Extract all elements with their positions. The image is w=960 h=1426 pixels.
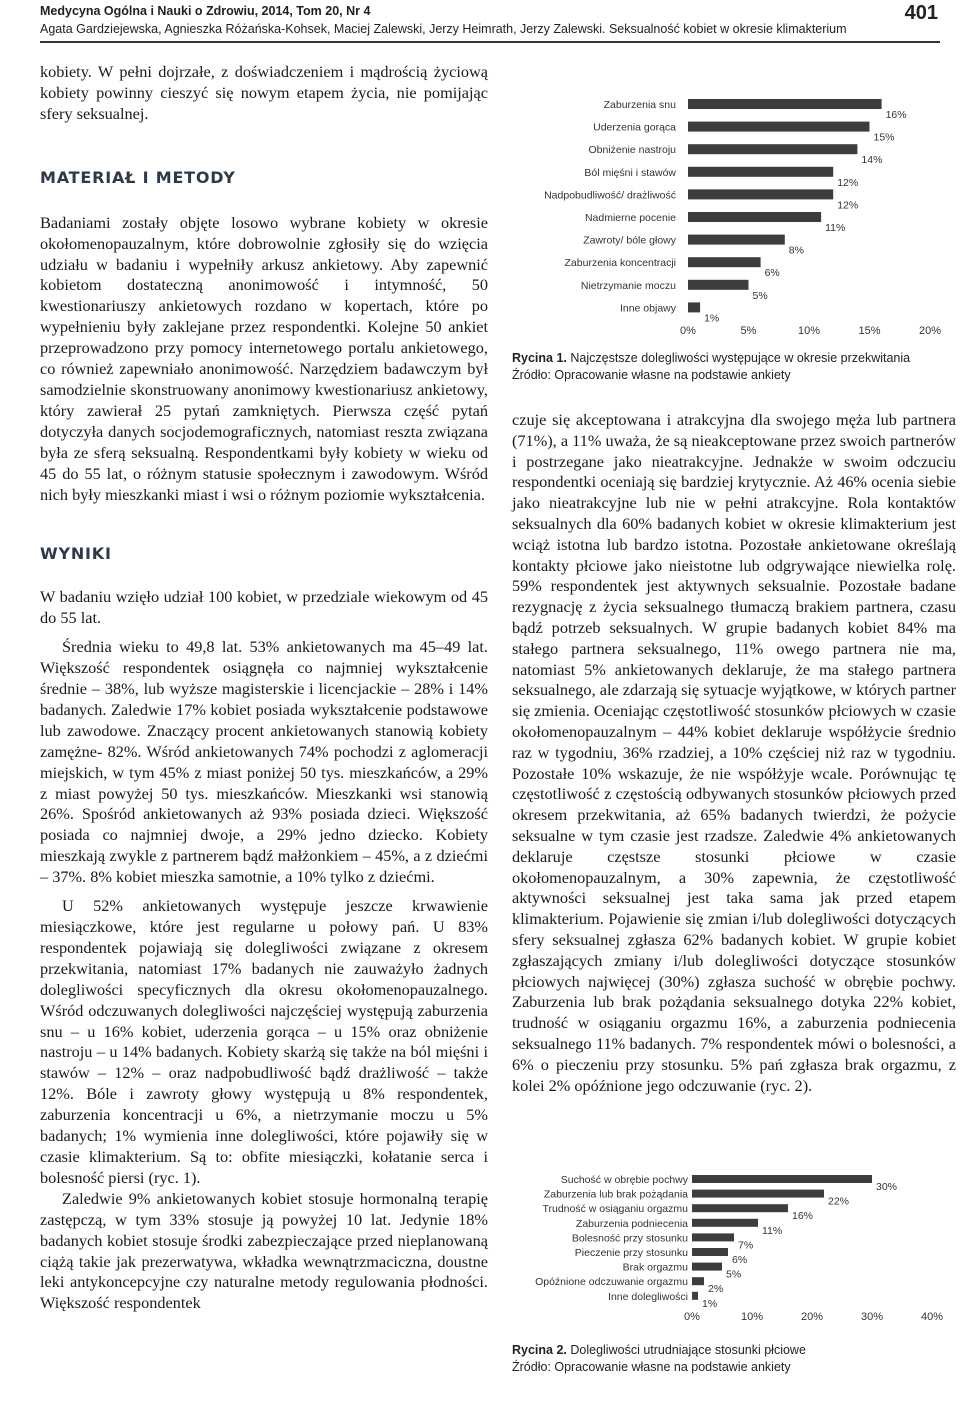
chart-tick-label: 15% bbox=[858, 325, 881, 337]
chart-category-label: Opóźnione odczuwanie orgazmu bbox=[535, 1276, 688, 1289]
right-paragraph: czuje się akceptowana i atrakcyjna dla swojego męża lub partnera (71%), a 11% uważa, że są nieakceptowane przez swoich partnerów i postrzegane jako nieatrakcyjne. Jednakże w swoim odczuciu respondentki oceniają się bardziej krytycznie. Aż 46% ocenia siebie jako nieatrakcyjne lub nie w pełni atrakcyjne. Rola kontaktów seksualnych dla 60% badanych kobiet w okresie klimakterium jest wciąż istotna lub bardzo istotna. Pozostałe ankietowane określają kontakty płciowe jako nieistotne lub odgrywające niewielka rolę. 59% respondentek jest aktywnych seksualnie. Pozostałe badane rezygnację z życia seksualnego tłumaczą brakiem partnera, czasu bądź potrzeb seksualnych. W grupie badanych kobiet 84% ma stałego partnera seksualnego, 11% owego partnera nie ma, natomiast 5% ankietowanych deklaruje, że ma stałego partnera seksualnego, ale zdarzają się sytuacje wyjątkowe, w których partner się zmienia. Oceniając częstotliwość stosunków płciowych w czasie okołomenopauzalnym – 44% kobiet deklaruje współżycie średnio raz w tygodniu, 36% rzadziej, a 10% częściej niż raz w tygodniu. Pozostałe 10% wskazuje, że nie współżyje wcale. Porównując tę częstotliwość z częstością odbywanych stosunków płciowych przed okresem przekwitania, aż 65% badanych twierdzi, że pożycie seksualne w tym czasie jest rzadsze. Zaledwie 4% ankietowanych deklaruje częstsze stosunki płciowe w czasie okołomenopauzalnym, a 30% zapewnia, że częstotliwość aktywności seksualnej jest taka sama jak przed etapem klimakterium. Pojawienie się zmian i/lub dolegliwości dotyczących sfery seksualnej zgłasza 62% badanych kobiet. W grupie kobiet zgłaszających zmiany i/lub dolegliwości dotyczące stosunków płciowych najwięcej (30%) zgłasza suchość w obrębie pochwy. Zaburzenia lub brak pożądania seksualnego dotyka 22% kobiet, trudność w osiąganiu orgazmu 16%, a zaburzenia podniecenia seksualnego 11% badanych. 7% respondentek mówi o bolesności, a 6% o pieczeniu przy stosunku. 5% pań zgłasza brak orgazmu, z kolei 2% opóźnione jego odczuwanie (ryc. 2). bbox=[512, 410, 956, 1095]
chart-category-label: Brak orgazmu bbox=[622, 1261, 688, 1274]
figure-1-title: Najczęstsze dolegliwości występujące w okresie przekwitania bbox=[570, 351, 911, 365]
results-paragraph-1: W badaniu wzięło udział 100 kobiet, w przedziale wiekowym od 45 do 55 lat. bbox=[40, 587, 488, 628]
chart-data-label: 12% bbox=[837, 199, 859, 212]
chart-data-label: 14% bbox=[861, 154, 883, 167]
chart-tick-label: 0% bbox=[684, 1311, 700, 1323]
chart-data-label: 12% bbox=[837, 176, 859, 189]
section-heading-results: WYNIKI bbox=[40, 544, 112, 564]
figure-2-label: Rycina 2. bbox=[512, 1343, 567, 1357]
figure-2-chart bbox=[512, 1162, 956, 1332]
chart-category-label: Zaburzenia lub brak pożądania bbox=[543, 1188, 688, 1201]
figure-1-label: Rycina 1. bbox=[512, 351, 567, 365]
chart-tick-label: 20% bbox=[800, 1311, 824, 1323]
chart-bar bbox=[688, 144, 857, 154]
chart-category-label: Zaburzenia snu bbox=[603, 99, 676, 111]
chart-data-label: 6% bbox=[764, 267, 780, 280]
chart-bar bbox=[688, 212, 821, 222]
left-column bbox=[40, 62, 488, 1314]
chart-tick-label: 20% bbox=[918, 325, 942, 337]
chart-bar bbox=[692, 1233, 734, 1241]
chart-bar bbox=[688, 280, 749, 290]
chart-tick-label: 10% bbox=[740, 1311, 764, 1323]
journal-title: Medycyna Ogólna i Nauki o Zdrowiu, 2014, Tom 20, Nr 4 bbox=[40, 4, 371, 18]
chart-tick-label: 0% bbox=[680, 325, 696, 337]
chart-bar bbox=[692, 1292, 698, 1300]
chart-category-label: Nadpobudliwość/ drażliwość bbox=[544, 189, 676, 202]
chart-data-label: 15% bbox=[873, 131, 895, 144]
chart-data-label: 22% bbox=[828, 1195, 850, 1208]
results-paragraph-4: Zaledwie 9% ankietowanych kobiet stosuje hormonalną terapię zastępczą, w tym 33% stosuje ją powyżej 10 lat. Jedynie 18% badanych kobiet stosuje środki zabezpieczające przed nieplanowaną ciążą takie jak prezerwatywa, wkładka wewnątrzmaciczna, doustne leki antykoncepcyjne czy naturalne metody regulowania płodności. Większość respondentek bbox=[40, 1188, 488, 1313]
chart-bar bbox=[688, 257, 761, 267]
right-column bbox=[512, 410, 956, 1096]
results-paragraph-2: Średnia wieku to 49,8 lat. 53% ankietowanych ma 45–49 lat. Większość respondentek osiągnęła co najmniej wykształcenie średnie – 38%, lub wyższe magisterskie i licencjackie – 28% i 14% badanych. Zaledwie 17% kobiet posiada wykształcenie podstawowe lub zawodowe. Znaczący procent ankietowanych stanowią kobiety zamężne- 82%. Wśród ankietowanych 74% pochodzi z aglomeracji miejskich, w tym 45% z miast poniżej 50 tys. mieszkańców, a 29% z miast powyżej 50 tys. mieszkańców. Mieszkanki wsi stanowią 26%. Spośród ankietowanych aż 93% posiada dzieci. Większość posiada co najmniej dwoje, a 29% jedno dziecko. Kobiety mieszkają zwykle z partnerem bądź małżonkiem – 45%, a z dziećmi – 37%. 8% kobiet mieszka samotnie, a 10% tylko z dziećmi. bbox=[40, 637, 488, 887]
figure-1-svg bbox=[512, 88, 956, 346]
chart-data-label: 8% bbox=[788, 244, 804, 257]
figure-1-chart bbox=[512, 88, 956, 346]
chart-data-label: 1% bbox=[704, 312, 720, 325]
methods-paragraph: Badaniami zostały objęte losowo wybrane kobiety w okresie okołomenopauzalnym, które dobrowolnie zgłosiły się do wzięcia udziału w badaniu i wypełniły arkusz ankietowy. Aby zapewnić kobietom dostateczną anonimowość i intymność, 50 kwestionariuszy ankietowych rozdano w kopertach, które po wypełnieniu były zaklejane przez respondentki. Kolejne 50 ankiet przeprowadzono przy pomocy internetowego portalu ankietowego, co również zapewniało anonimowość. Narzędziem badawczym był samodzielnie skonstruowany anonimowy kwestionariusz ankietowy, który zawierał 25 pytań zamkniętych. Pierwsza część pytań dotyczyła danych socjodemograficznych, natomiast reszta związana była ze sferą seksualną. Respondentkami były kobiety w wieku od 45 do 55 lat, o różnym statusie społecznym i zawodowym. Wśród nich były mieszkanki miast i wsi o różnym poziomie wykształcenia. bbox=[40, 212, 488, 504]
chart-data-label: 2% bbox=[708, 1283, 724, 1296]
chart-category-label: Zaburzenia koncentracji bbox=[564, 257, 676, 270]
chart-data-label: 16% bbox=[885, 109, 907, 121]
chart-data-label: 30% bbox=[876, 1181, 898, 1193]
article-authors-line: Agata Gardziejewska, Agnieszka Różańska-Kohsek, Maciej Zalewski, Jerzy Heimrath, Jerzy Zalewski. Seksualność kobiet w okresie klimakterium bbox=[40, 22, 847, 36]
chart-data-label: 7% bbox=[738, 1239, 754, 1252]
chart-bar bbox=[692, 1204, 788, 1212]
figure-2-source: Źródło: Opracowanie własne na podstawie ankiety bbox=[512, 1360, 791, 1374]
chart-category-label: Bolesność przy stosunku bbox=[571, 1232, 688, 1245]
chart-data-label: 11% bbox=[762, 1224, 783, 1237]
chart-data-label: 11% bbox=[825, 222, 846, 234]
chart-bar bbox=[692, 1248, 728, 1256]
chart-category-label: Ból mięśni i stawów bbox=[584, 166, 676, 179]
running-header bbox=[40, 2, 940, 38]
chart-bar bbox=[688, 99, 882, 109]
chart-bar bbox=[688, 122, 870, 132]
figure-2-svg bbox=[512, 1162, 956, 1332]
chart-bar bbox=[688, 235, 785, 245]
figure-1-source: Źródło: Opracowanie własne na podstawie ankiety bbox=[512, 368, 791, 382]
chart-category-label: Obniżenie nastroju bbox=[588, 144, 676, 157]
chart-bar bbox=[692, 1263, 722, 1271]
chart-category-label: Trudność w osiąganiu orgazmu bbox=[542, 1203, 688, 1216]
chart-bar bbox=[688, 189, 833, 199]
figure-2-caption bbox=[512, 1342, 956, 1376]
chart-data-label: 6% bbox=[732, 1254, 748, 1266]
chart-category-label: Zawroty/ bóle głowy bbox=[583, 234, 676, 247]
results-paragraph-3: U 52% ankietowanych występuje jeszcze krwawienie miesiączkowe, które jest regularne u połowy pań. U 83% respondentek pojawiają się dolegliwości związane z okresem przekwitania, natomiast 17% badanych nie zauważyło żadnych dolegliwości specyficznych dla okresu okołomenopauzalnego. Wśród odczuwanych dolegliwości najczęściej występują zaburzenia snu – u 16% kobiet, uderzenia gorąca – u 15% oraz obniżenie nastroju – u 14% badanych. Kobiety skarżą się także na ból mięśni i stawów – 12% – oraz nadpobudliwość bądź drażliwość – także 12%. Bóle i zawroty głowy występują u 8% respondentek, zaburzenia koncentracji u 6%, a nietrzymanie moczu u 5% badanych; 1% wymienia inne dolegliwości, które pojawiły się w czasie klimakterium. Są to: obfite miesiączki, kołatanie serca i bolesność piersi (ryc. 1). bbox=[40, 896, 488, 1187]
chart-category-label: Pieczenie przy stosunku bbox=[574, 1247, 688, 1259]
chart-data-label: 5% bbox=[752, 289, 768, 302]
header-rule bbox=[40, 41, 940, 43]
chart-data-label: 16% bbox=[792, 1210, 814, 1223]
chart-bar bbox=[692, 1175, 872, 1183]
chart-tick-label: 40% bbox=[920, 1311, 944, 1323]
chart-bar bbox=[688, 167, 833, 177]
chart-tick-label: 5% bbox=[740, 325, 757, 337]
chart-data-label: 1% bbox=[702, 1297, 718, 1310]
chart-bar bbox=[688, 302, 700, 312]
chart-category-label: Zaburzenia podniecenia bbox=[575, 1217, 688, 1230]
figure-1-caption bbox=[512, 350, 956, 384]
chart-bar bbox=[692, 1277, 704, 1285]
chart-tick-label: 10% bbox=[797, 325, 821, 337]
figure-2-title: Dolegliwości utrudniające stosunki płciowe bbox=[570, 1343, 806, 1357]
chart-category-label: Nadmierne pocenie bbox=[584, 212, 676, 224]
chart-bar bbox=[692, 1219, 758, 1227]
page-number: 401 bbox=[904, 2, 938, 24]
chart-category-label: Uderzenia gorąca bbox=[593, 121, 676, 134]
chart-category-label: Nietrzymanie moczu bbox=[580, 279, 676, 292]
chart-category-label: Inne dolegliwości bbox=[608, 1290, 688, 1303]
chart-category-label: Suchość w obrębie pochwy bbox=[560, 1174, 688, 1186]
intro-paragraph: kobiety. W pełni dojrzałe, z doświadczeniem i mądrością życiową kobiety powinny cieszyć się nowym etapem życia, nie pomijając sfery seksualnej. bbox=[40, 62, 488, 123]
chart-category-label: Inne objawy bbox=[619, 302, 676, 315]
chart-bar bbox=[692, 1190, 824, 1198]
chart-tick-label: 30% bbox=[860, 1311, 884, 1323]
section-heading-methods: MATERIAŁ I METODY bbox=[40, 167, 236, 187]
chart-data-label: 5% bbox=[726, 1268, 742, 1281]
